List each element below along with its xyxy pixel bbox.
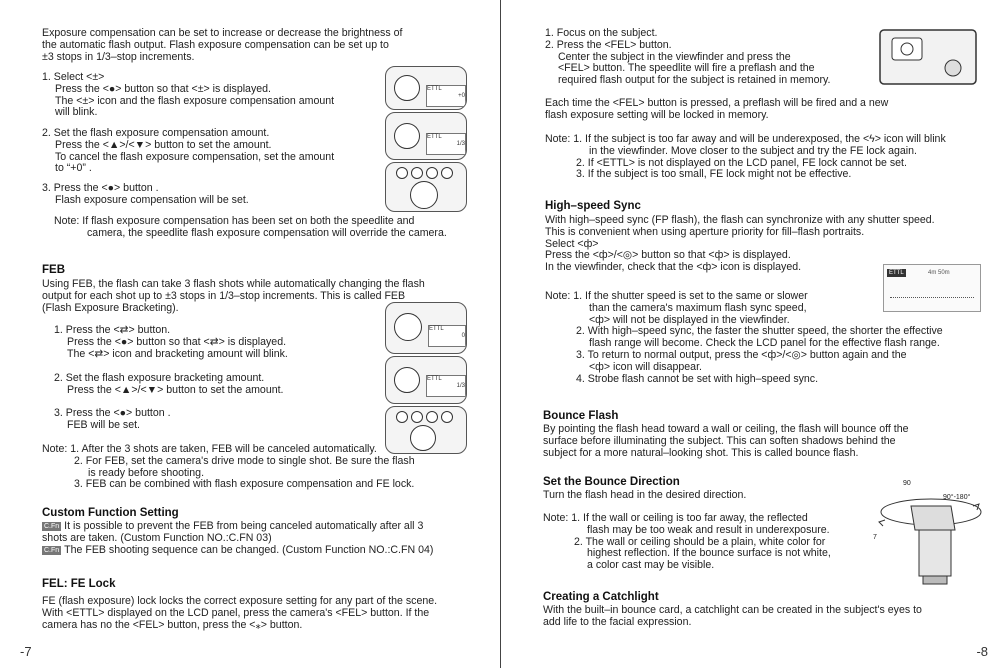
right-page: [501, 0, 1000, 668]
lcd-panel: ETTL 1/3: [426, 133, 466, 155]
flash-panel-figure-4: [385, 302, 467, 354]
fec-step-2: 2. Set the flash exposure compensation amount. Press the <▲>/<▼> button to set the amount. To cancel the flash exposure compensation, set the amount to “+0” .: [42, 127, 335, 175]
lcd-panel: ETTL 0: [428, 325, 466, 347]
angle-label-side: 90°-180°: [943, 494, 971, 501]
camera-fel-figure: [878, 28, 978, 86]
flash-panel-figure-1: [385, 66, 467, 110]
flash-panel-figure-3: [385, 162, 467, 212]
fel-para: Each time the <FEL> button is pressed, a preflash will be fired and a new flash exposure setting will be locked in memory.: [545, 97, 889, 121]
flash-head-rotation-illustration: [871, 476, 989, 588]
control-dial: [394, 367, 420, 393]
bounce-heading: Bounce Flash: [543, 410, 619, 422]
cfs-body: C.Fn It is possible to prevent the FEB from being canceled automatically after all 3 shots are taken. (Custom Function NO.:C.FN 03) C.Fn The FEB shooting sequence can be changed. (Custom Function NO.:C.FN 04): [42, 520, 434, 556]
bounce-direction-heading: Set the Bounce Direction: [543, 476, 680, 488]
flash-panel-figure-2: [385, 112, 467, 160]
bounce-flash-figure: [871, 476, 989, 588]
page-number: -7: [20, 644, 32, 660]
feb-step-1: 1. Press the <⇄> button. Press the <●> button so that <⇄> is displayed. The <⇄> icon and bracketing amount will blink.: [54, 324, 288, 360]
page-number: -8: [976, 644, 988, 660]
control-dial: [394, 75, 420, 101]
bounce-notes: Note: 1. If the wall or ceiling is too far away, the reflected flash may be too weak and result in underexposure. 2. The wall or ceiling should be a plain, white color for highest reflection. If the bounce surface is not white, a color cast may be visible.: [543, 512, 831, 572]
catchlight-heading: Creating a Catchlight: [543, 591, 659, 603]
lcd-panel: ETTL +0: [426, 85, 466, 107]
fel-body: FE (flash exposure) lock locks the correct exposure setting for any part of the scene. With <ETTL> displayed on the LCD panel, press the camera's <FEL> button. If the camera has no the <FEL> button, press the <⁎> button.: [42, 595, 438, 631]
angle-label-left: 7: [873, 534, 877, 541]
control-dial: [394, 313, 422, 341]
fec-note: Note: If flash exposure compensation has been set on both the speedlite and camera, the speedlite flash exposure compensation will override the camera.: [54, 215, 447, 239]
fec-step-3: 3. Press the <●> button . Flash exposure compensation will be set.: [42, 182, 249, 206]
feb-notes: Note: 1. After the 3 shots are taken, FEB will be canceled automatically. 2. For FEB, set the camera's drive mode to single shot. Be sure the flash is ready before shooting. 3. FEB can be combined with flash exposure compensation and FE lock.: [42, 443, 415, 491]
control-dial: [394, 123, 420, 149]
feb-step-3: 3. Press the <●> button . FEB will be set.: [54, 407, 171, 431]
fel-notes: Note: 1. If the subject is too far away and will be underexposed, the <ϟ> icon will blink in the viewfinder. Move closer to the subject and try the FE lock again. 2. If <ETTL> is not displayed on the LCD panel, FE lock cannot be set. 3. If the subject is too small, FE lock might not be effective.: [545, 133, 946, 181]
feb-step-2: 2. Set the flash exposure bracketing amount. Press the <▲>/<▼> button to set the amount.: [54, 372, 284, 396]
control-dial: [410, 181, 438, 209]
fel-steps: 1. Focus on the subject. 2. Press the <FEL> button. Center the subject in the viewfinder and press the <FEL> button. The speedlite will fire a preflash and the required flash output for the subject is retained in memory.: [545, 27, 831, 87]
feb-intro: Using FEB, the flash can take 3 flash shots while automatically changing the flash output for each shot up to ±3 stops in 1/3–stop increments. This is called FEB (Flash Exposure Bracketing).: [42, 278, 425, 314]
bounce-body: By pointing the flash head toward a wall or ceiling, the flash will bounce off the surface before illuminating the subject. This can soften shadows behind the subject for a more natural–looking shot. This is called bounce flash.: [543, 423, 909, 459]
fel-heading: FEL: FE Lock: [42, 578, 116, 590]
range-readout: 4m 50m: [928, 270, 950, 276]
custom-function-icon: C.Fn: [44, 546, 60, 554]
hss-heading: High–speed Sync: [545, 200, 641, 212]
flash-panel-figure-5: [385, 356, 467, 404]
catchlight-body: With the built–in bounce card, a catchlight can be created in the subject's eyes to add life to the facial expression.: [543, 604, 922, 628]
lcd-panel: ETTL 1/3: [426, 375, 466, 397]
cfs-heading: Custom Function Setting: [42, 507, 179, 519]
ettl-badge: ETTL: [889, 270, 904, 276]
camera-back-illustration: [878, 28, 978, 86]
feb-heading: FEB: [42, 264, 65, 276]
hss-notes: Note: 1. If the shutter speed is set to the same or slower than the camera's maximum flash sync speed, <ф> will not be displayed in the viewfinder. 2. With high–speed sync, the faster the shutter speed, the shorter the effective flash range will become. Check the LCD panel for the effective flash range. 3. To return to normal output, press the <ф>/<◎> button again and the <ф> icon will disappear. 4. Strobe flash cannot be set with high–speed sync.: [545, 290, 943, 385]
fec-intro: Exposure compensation can be set to increase or decrease the brightness of the automatic flash output. Flash exposure compensation can be set up to ±3 stops in 1/3–stop increments.: [42, 27, 403, 63]
custom-function-icon: C.Fn: [44, 523, 60, 530]
bounce-direction-text: Turn the flash head in the desired direction.: [543, 489, 747, 501]
angle-label-top: 90: [903, 480, 911, 487]
hss-body: With high–speed sync (FP flash), the flash can synchronize with any shutter speed. This is convenient when using aperture priority for fill–flash portraits. Select <ф> Press the <ф>/<◎> button so that <ф> is displayed. In the viewfinder, check that the <ф> icon is displayed.: [545, 214, 935, 274]
fec-step-1: 1. Select <±> Press the <●> button so that <±> is displayed. The <±> icon and the flash exposure compensation amount will blink.: [42, 71, 335, 119]
